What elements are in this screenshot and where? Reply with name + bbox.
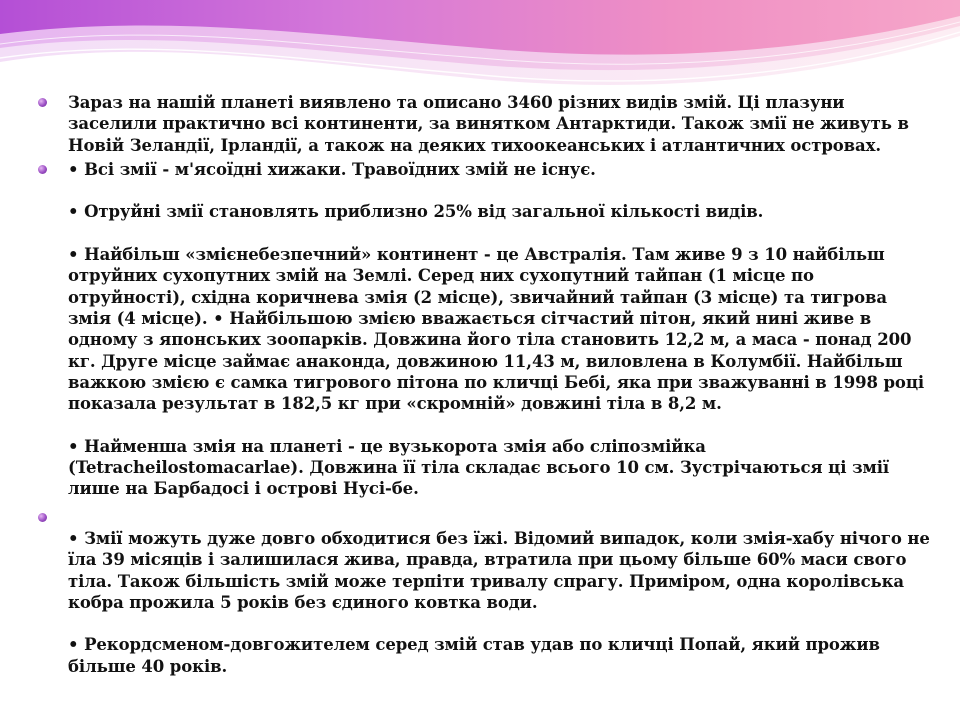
bullet-longevity-facts [0,507,960,677]
header-wave-decoration [0,0,960,100]
fact-smallest-snake: • Найменша змія на планеті - це вузькорота змія або сліпозмійка (Tetracheilostomacarlae). Довжина її тіла складає всього 10 см. Зустрічаються ці змії лише на Барбадосі і острові Нусі-бе. [68,436,890,499]
fact-without-food: • Змії можуть дуже довго обходитися без їжі. Відомий випадок, коли змія-хабу нічого не їла 39 місяців і залишилася жива, правда, втратила при цьому більше 60% маси свого тіла. Також більшість змій може терпіти тривалу спрагу. Приміром, одна королівська кобра прожила 5 років без єдиного ковтка води. [68,528,930,612]
fact-carnivores: • Всі змії - м'ясоїдні хижаки. Травоїдних змій не існує. [68,159,596,179]
slide-body [0,92,960,677]
fact-australia-largest: • Найбільш «змієнебезпечний» континент - це Австралія. Там живе 9 з 10 найбільш отруйних сухопутних змій на Землі. Серед них сухопутний тайпан (1 місце по отруйності), східна коричнева змія (2 місце), звичайний тайпан (3 місце) та тигрова змія (4 місце). • Найбільшою змією вважається сітчастий пітон, який нині живе в одному з японських зоопарків. Довжина його тіла становить 12,2 м, а маса - понад 200 кг. Друге місце займає анаконда, довжиною 11,43 м, виловлена в Колумбії. Найбільш важкою змією є самка тигрового пітона по кличці Бебі, яка при зважуванні в 1998 році показала результат в 182,5 кг при «скромній» довжині тіла в 8,2 м. [68,245,925,414]
bullet-text: Зараз на нашій планеті виявлено та описано 3460 різних видів змій. Ці плазуни заселили практично всі континенти, за винятком Антарктиди. Також змії не живуть в Новій Зеландії, Ірландії, а також на деяких тихоокеанських і атлантичних островах. [68,93,909,155]
fact-venomous-share: • Отруйні змії становлять приблизно 25% від загальної кількості видів. [68,202,764,222]
paragraph-gap [68,613,930,634]
fact-longevity-record: • Рекордсменом-довгожителем серед змій став удав по кличці Попай, який прожив більше 40 років. [68,635,880,676]
paragraph-gap [68,223,930,244]
bullet-dot-icon [38,165,47,174]
bullet-dot-icon [38,513,47,522]
bullet-dot-icon [38,98,47,107]
paragraph-gap [68,414,930,435]
bullet-species-count [0,92,960,156]
paragraph-gap [68,507,930,528]
paragraph-gap [68,180,930,201]
bullet-snake-facts [0,159,960,500]
